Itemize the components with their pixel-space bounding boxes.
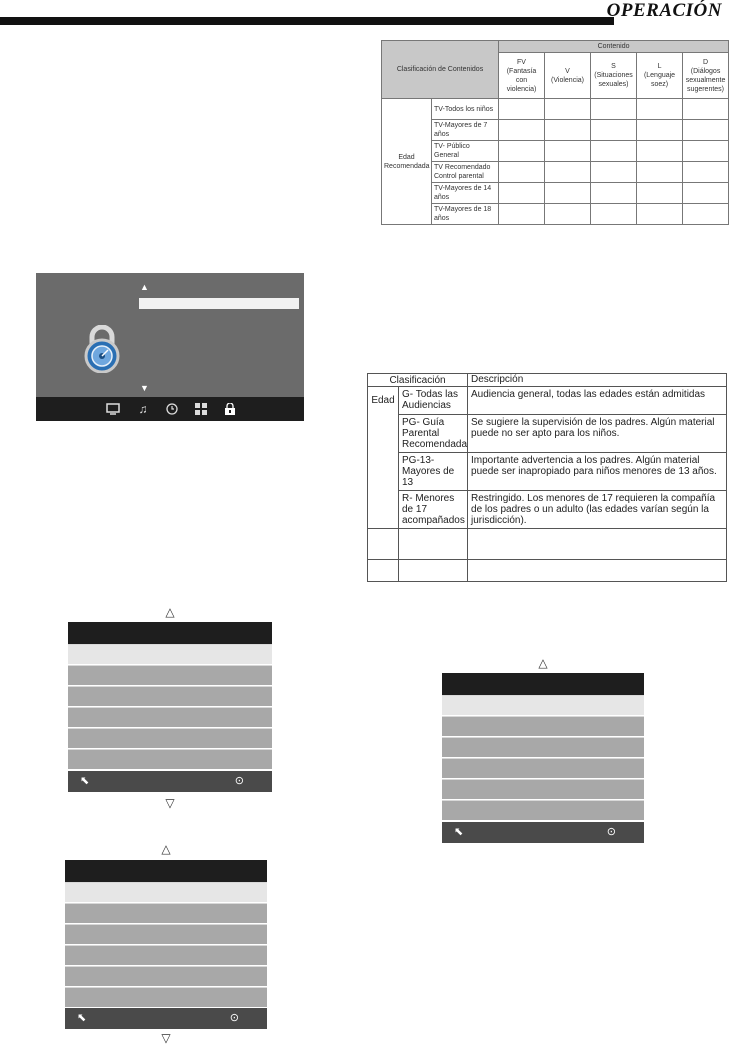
table-corner: Clasificación de Contenidos bbox=[382, 41, 499, 99]
up-triangle-icon[interactable]: △ bbox=[538, 656, 548, 670]
rating-name: R- Menores de 17 acompañados bbox=[399, 491, 468, 529]
rating-name: PG-13- Mayores de 13 bbox=[399, 453, 468, 491]
table-row-label: TV-Mayores de 14 años bbox=[432, 183, 499, 204]
rating-description: Se sugiere la supervisión de los padres. Algún material puede no ser apto para los niños. bbox=[468, 415, 727, 453]
up-triangle-icon[interactable]: △ bbox=[161, 842, 171, 856]
menu-item[interactable] bbox=[442, 737, 644, 757]
rating-header: Clasificación bbox=[368, 374, 468, 387]
rating-description: Audiencia general, todas las edades están admitidas bbox=[468, 387, 727, 415]
age-label: Edad Recomendada bbox=[382, 99, 432, 225]
settings-menu bbox=[442, 657, 644, 843]
menu-footer bbox=[442, 822, 644, 843]
menu-item[interactable] bbox=[442, 779, 644, 799]
menu-item[interactable] bbox=[68, 665, 272, 685]
rating-name: G- Todas las Audiencias bbox=[399, 387, 468, 415]
settings-menu bbox=[68, 606, 272, 811]
column-header: V (Violencia) bbox=[545, 53, 591, 99]
table-row-label: TV Recomendado Control parental bbox=[432, 162, 499, 183]
clock-icon[interactable] bbox=[165, 403, 179, 415]
menu-item[interactable] bbox=[442, 716, 644, 736]
down-triangle-icon[interactable]: ▽ bbox=[165, 796, 175, 810]
menu-title-bar bbox=[65, 860, 267, 882]
menu-item[interactable] bbox=[68, 686, 272, 706]
content-rating-table bbox=[381, 40, 729, 225]
page-title: OPERACIÓN bbox=[606, 0, 722, 21]
menu-item[interactable] bbox=[442, 758, 644, 778]
menu-item[interactable] bbox=[68, 749, 272, 769]
grid-icon[interactable] bbox=[194, 403, 208, 415]
tab-bar bbox=[36, 397, 304, 421]
padlock-icon bbox=[82, 325, 122, 373]
menu-item[interactable] bbox=[65, 924, 267, 944]
music-icon[interactable]: ♫ bbox=[138, 402, 148, 416]
selected-menu-bar[interactable] bbox=[139, 298, 299, 309]
select-icon: ⊙ bbox=[229, 1012, 239, 1024]
menu-item[interactable] bbox=[65, 882, 267, 902]
tv-icon[interactable] bbox=[106, 403, 120, 415]
table-row-label: TV-Mayores de 18 años bbox=[432, 204, 499, 225]
menu-item[interactable] bbox=[68, 728, 272, 748]
move-icon: ⬉ bbox=[454, 826, 464, 838]
table-row-label: TV- Público General bbox=[432, 141, 499, 162]
column-header: S (Situaciones sexuales) bbox=[591, 53, 637, 99]
table-row-label: TV-Mayores de 7 años bbox=[432, 120, 499, 141]
menu-item[interactable] bbox=[68, 707, 272, 727]
menu-title-bar bbox=[442, 673, 644, 695]
movie-rating-table bbox=[367, 373, 727, 582]
lock-icon[interactable] bbox=[223, 403, 237, 415]
menu-item[interactable] bbox=[65, 966, 267, 986]
menu-item[interactable] bbox=[442, 800, 644, 820]
rating-description: Restringido. Los menores de 17 requieren la compañía de los padres o un adulto (las edades varían según la jurisdicción). bbox=[468, 491, 727, 529]
column-header: D (Diálogos sexualmente sugerentes) bbox=[683, 53, 729, 99]
settings-menu bbox=[65, 843, 267, 1045]
column-header: L (Lenguaje soez) bbox=[637, 53, 683, 99]
menu-title-bar bbox=[68, 622, 272, 644]
content-group-header: Contenido bbox=[499, 41, 729, 53]
select-icon: ⊙ bbox=[234, 775, 244, 787]
rating-description: Importante advertencia a los padres. Algún material puede ser inapropiado para niños menores de 13 años. bbox=[468, 453, 727, 491]
menu-item[interactable] bbox=[65, 987, 267, 1007]
down-triangle-icon[interactable]: ▽ bbox=[161, 1031, 171, 1045]
menu-item[interactable] bbox=[65, 945, 267, 965]
rating-name: PG- Guía Parental Recomendada bbox=[399, 415, 468, 453]
column-header: FV (Fantasía con violencia) bbox=[499, 53, 545, 99]
table-row-label: TV-Todos los niños bbox=[432, 99, 499, 120]
select-icon: ⊙ bbox=[606, 826, 616, 838]
up-triangle-icon[interactable]: ▲ bbox=[140, 282, 149, 292]
move-icon: ⬉ bbox=[80, 775, 90, 787]
menu-footer bbox=[65, 1008, 267, 1029]
down-triangle-icon[interactable]: ▼ bbox=[140, 383, 149, 393]
menu-item[interactable] bbox=[68, 644, 272, 664]
move-icon: ⬉ bbox=[77, 1012, 87, 1024]
tv-lock-screen bbox=[36, 273, 304, 421]
up-triangle-icon[interactable]: △ bbox=[165, 605, 175, 619]
header-bar bbox=[0, 17, 614, 25]
description-header: Descripción bbox=[468, 374, 727, 387]
menu-footer bbox=[68, 771, 272, 792]
menu-item[interactable] bbox=[65, 903, 267, 923]
age-label: Edad bbox=[368, 387, 399, 529]
menu-item[interactable] bbox=[442, 695, 644, 715]
